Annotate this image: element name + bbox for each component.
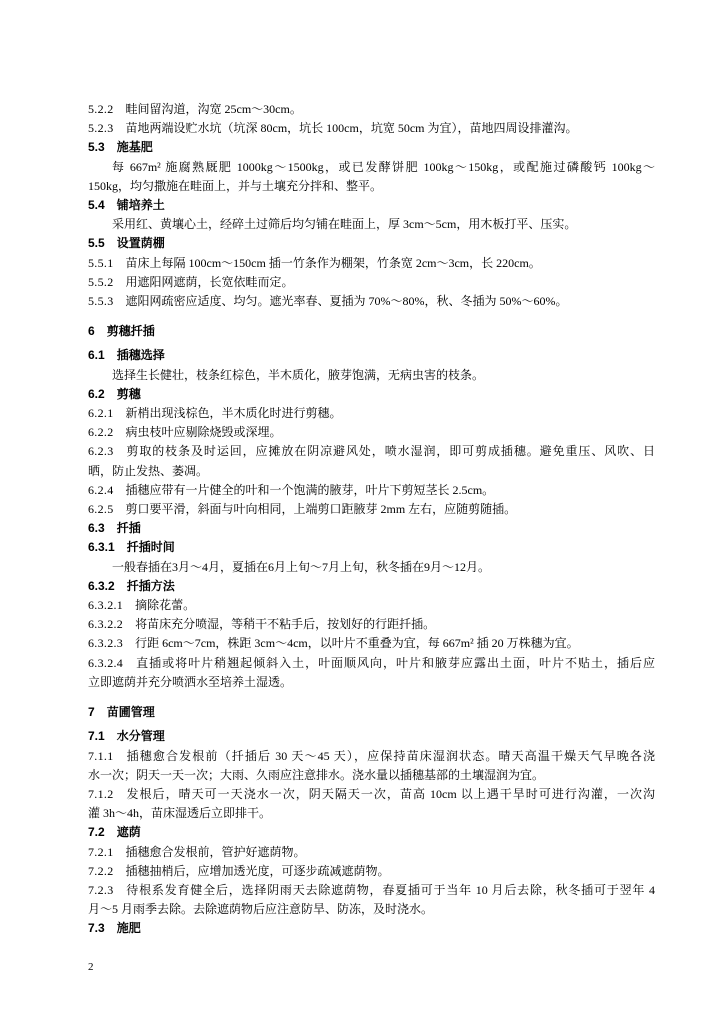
line-text: 插穗愈合发根前，管护好遮荫物。 [125, 844, 306, 859]
heading-title: 剪穗 [116, 386, 141, 401]
line-text: 直插或将叶片稍翘起倾斜入土，叶面顺风向，叶片和腋芽应露出土面，叶片不贴土，插后应 [135, 655, 655, 670]
line-text: 150kg，均匀撒施在畦面上，并与土壤充分拌和、整平。 [88, 178, 383, 193]
clause [88, 785, 655, 823]
clause-number: 7.1.2 [88, 786, 114, 801]
heading-number: 6.3.2 [88, 578, 115, 593]
text-line [88, 442, 655, 461]
heading-title: 扦插方法 [126, 578, 175, 593]
clause [88, 481, 655, 500]
clause [88, 500, 655, 519]
clause-number: 6.3.2.2 [88, 617, 124, 632]
heading-number: 6.3.1 [88, 540, 115, 555]
line-text: 将苗床充分喷湿，等稍干不粘手后，按划好的行距扦插。 [135, 617, 436, 632]
section-heading [88, 727, 655, 746]
text-line [88, 615, 655, 634]
text-line [88, 673, 655, 692]
line-text: 灌 3h～4h，苗床湿透后立即排干。 [88, 806, 272, 821]
paragraph [88, 158, 655, 196]
line-text: 晒，防止发热、萎凋。 [88, 463, 209, 478]
line-text: 水一次；阴天一天一次；大雨、久雨应注意排水。浇水量以插穗基部的土壤湿润为宜。 [88, 767, 545, 782]
chapter-number: 6 [88, 324, 95, 339]
section-heading [88, 919, 655, 938]
clause-number: 5.5.2 [88, 274, 114, 289]
line-text: 新梢出现浅棕色，半木质化时进行剪穗。 [125, 406, 342, 421]
clause-number: 6.2.2 [88, 425, 114, 440]
line-text: 待根系发育健全后，选择阴雨天去除遮荫物，春夏插可于当年 10 月后去除，秋冬插可于翌年 4 [125, 882, 655, 897]
line-text: 遮阳网疏密应适度、均匀。遮光率春、夏插为 70%～80%，秋、冬插为 50%～60%。 [125, 294, 568, 309]
paragraph [88, 558, 655, 577]
line-text: 插穗抽梢后，应增加透光度，可逐步疏减遮荫物。 [125, 863, 390, 878]
clause [88, 442, 655, 480]
clause [88, 634, 655, 653]
section-heading [88, 138, 655, 157]
text-line [88, 804, 655, 823]
text-line [88, 366, 655, 385]
clause-number: 6.3.2.1 [88, 598, 124, 613]
heading-title: 插穗选择 [116, 348, 165, 363]
text-line [88, 119, 655, 138]
clause [88, 862, 655, 881]
text-line [88, 462, 655, 481]
clause-number: 6.2.3 [88, 444, 114, 459]
text-line [88, 177, 655, 196]
document-body [88, 100, 655, 939]
text-line [88, 558, 655, 577]
chapter-title: 苗圃管理 [106, 705, 155, 720]
clause [88, 254, 655, 273]
clause-number: 7.2.1 [88, 844, 114, 859]
clause [88, 747, 655, 785]
section-heading [88, 234, 655, 253]
section-heading [88, 538, 655, 557]
clause-number: 6.3.2.3 [88, 636, 124, 651]
line-text: 选择生长健壮，枝条红棕色，半木质化，腋芽饱满，无病虫害的枝条。 [112, 367, 485, 382]
line-text: 剪取的枝条及时运回，应摊放在阴凉避风处，喷水湿润，即可剪成插穗。避免重压、风吹、日 [125, 444, 655, 459]
heading-title: 水分管理 [116, 729, 165, 744]
clause-number: 7.2.2 [88, 863, 114, 878]
line-text: 立即遮荫并充分喷洒水至培养土湿透。 [88, 674, 293, 689]
text-line [88, 766, 655, 785]
chapter-number: 7 [88, 705, 95, 720]
text-line [88, 500, 655, 519]
line-text: 摘除花蕾。 [135, 598, 196, 613]
page-number: 2 [88, 961, 94, 973]
line-text: 一般春插在3月～4月，夏插在6月上旬～7月上旬，秋冬插在9月～12月。 [112, 559, 491, 574]
clause [88, 843, 655, 862]
heading-title: 遮荫 [116, 825, 141, 840]
heading-number: 6.2 [88, 386, 105, 401]
heading-number: 6.3 [88, 521, 105, 536]
clause [88, 404, 655, 423]
clause-number: 5.5.3 [88, 294, 114, 309]
clause-number: 5.5.1 [88, 255, 114, 270]
text-line [88, 843, 655, 862]
line-text: 畦间留沟道，沟宽 25cm～30cm。 [125, 102, 302, 116]
clause-number: 5.2.2 [88, 102, 114, 116]
text-line [88, 747, 655, 766]
heading-number: 5.5 [88, 236, 105, 251]
text-line [88, 215, 655, 234]
text-line [88, 254, 655, 273]
heading-title: 施基肥 [116, 140, 153, 155]
heading-number: 5.3 [88, 140, 105, 155]
heading-title: 设置荫棚 [116, 236, 165, 251]
clause-number: 6.2.5 [88, 502, 114, 517]
paragraph [88, 366, 655, 385]
line-text: 苗床上每隔 100cm～150cm 插一竹条作为棚架，竹条宽 2cm～3cm，长 220cm。 [125, 255, 541, 270]
clause-number: 6.3.2.4 [88, 655, 124, 670]
paragraph [88, 215, 655, 234]
section-heading [88, 196, 655, 215]
line-text: 采用红、黄壤心土，经碎土过筛后均匀铺在畦面上，厚 3cm～5cm，用木板打平、压实。 [112, 217, 577, 232]
line-text: 插穗愈合发根前（扦插后 30 天～45 天），应保持苗床湿润状态。晴天高温干燥天气早晚各浇 [125, 748, 655, 763]
clause [88, 423, 655, 442]
line-text: 剪口要平滑，斜面与叶向相同，上端剪口距腋芽 2mm 左右，应随剪随插。 [125, 502, 517, 517]
text-line [88, 862, 655, 881]
section-heading [88, 385, 655, 404]
clause-number: 6.2.1 [88, 406, 114, 421]
line-text: 发根后，晴天可一天浇水一次，阴天隔天一次，苗高 10cm 以上遇干旱时可进行沟灌，一次沟 [125, 786, 655, 801]
clause [88, 615, 655, 634]
heading-number: 5.4 [88, 198, 105, 213]
text-line [88, 158, 655, 177]
clause [88, 881, 655, 919]
clause-number: 7.2.3 [88, 882, 114, 897]
section-heading [88, 519, 655, 538]
heading-title: 铺培养土 [116, 198, 165, 213]
text-line [88, 100, 655, 119]
text-line [88, 292, 655, 311]
clause [88, 596, 655, 615]
text-line [88, 900, 655, 919]
clause-number: 6.2.4 [88, 482, 114, 497]
heading-number: 6.1 [88, 348, 105, 363]
line-text: 苗地两端设贮水坑（坑深 80cm，坑长 100cm，坑宽 50cm 为宜），苗地四周设排灌沟。 [125, 121, 578, 136]
clause-number: 5.2.3 [88, 121, 114, 136]
line-text: 每 667m² 施腐熟厩肥 1000kg～1500kg，或已发酵饼肥 100kg～150kg，或配施过磷酸钙 100kg～ [112, 159, 655, 174]
line-text: 月～5 月雨季去除。去除遮荫物后应注意防旱、防冻，及时浇水。 [88, 902, 434, 917]
text-line [88, 596, 655, 615]
section-heading [88, 577, 655, 596]
heading-number: 7.1 [88, 729, 105, 744]
heading-title: 施肥 [116, 921, 141, 936]
text-line [88, 404, 655, 423]
clause [88, 119, 655, 138]
line-text: 插穗应带有一片健全的叶和一个饱满的腋芽，叶片下剪短茎长 2.5cm。 [125, 482, 495, 497]
line-text: 用遮阳网遮荫，长宽依畦而定。 [125, 274, 294, 289]
text-line [88, 654, 655, 673]
section-heading [88, 823, 655, 842]
heading-title: 扦插时间 [126, 540, 175, 555]
text-line [88, 785, 655, 804]
text-line [88, 423, 655, 442]
clause [88, 273, 655, 292]
heading-number: 7.2 [88, 825, 105, 840]
line-text: 病虫枝叶应剔除烧毁或深埋。 [125, 425, 282, 440]
heading-title: 扦插 [116, 521, 141, 536]
line-text: 行距 6cm～7cm，株距 3cm～4cm，以叶片不重叠为宜，每 667m² 插 20 万株穗为宜。 [135, 636, 579, 651]
text-line [88, 273, 655, 292]
section-heading [88, 346, 655, 365]
text-line [88, 881, 655, 900]
clause [88, 654, 655, 692]
text-line [88, 634, 655, 653]
chapter-heading [88, 322, 655, 341]
heading-number: 7.3 [88, 921, 105, 936]
text-line [88, 481, 655, 500]
clause [88, 292, 655, 311]
chapter-heading [88, 703, 655, 722]
clause [88, 100, 655, 119]
clause-number: 7.1.1 [88, 748, 114, 763]
chapter-title: 剪穗扦插 [106, 324, 155, 339]
